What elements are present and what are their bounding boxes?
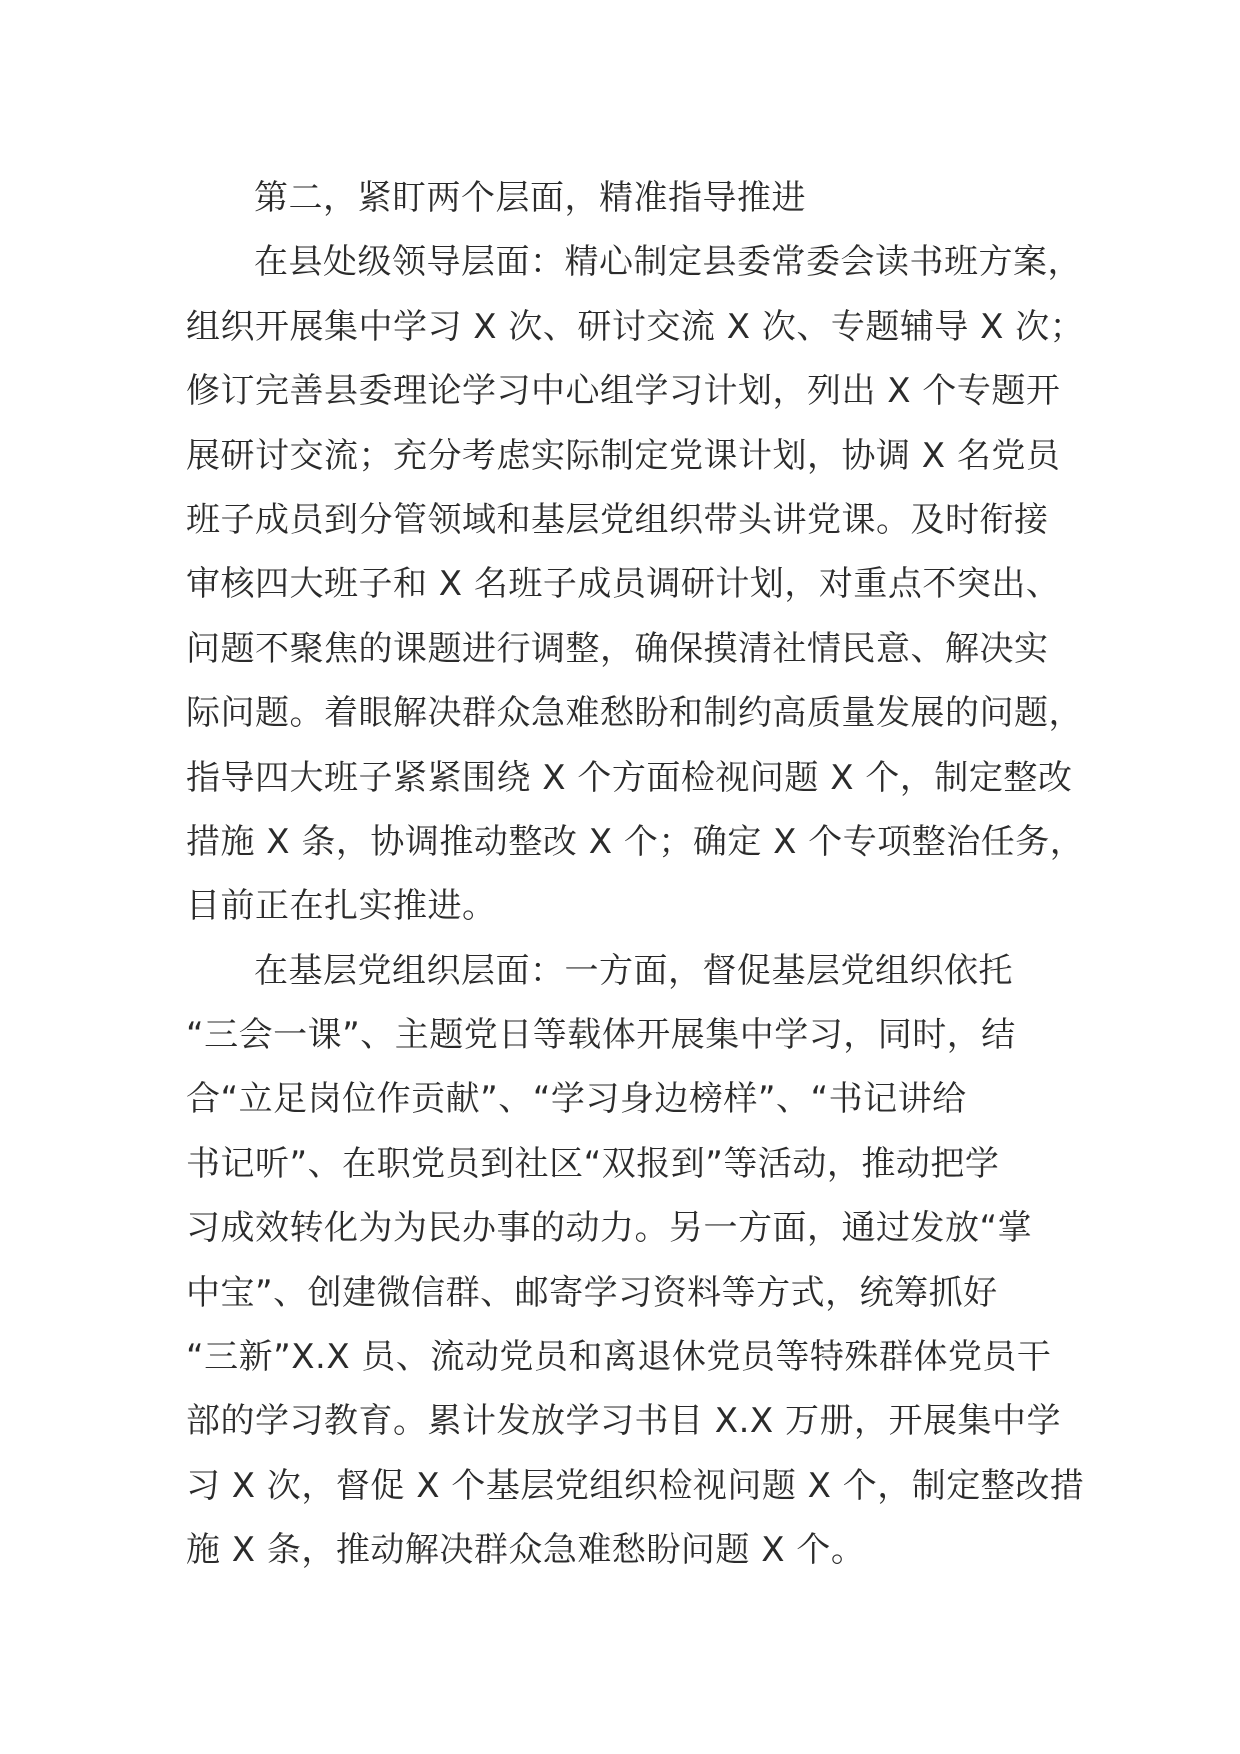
paragraph-line: 措施 X 条，协调推动整改 X 个；确定 X 个专项整治任务， — [186, 821, 1085, 862]
paragraph-line: 组织开展集中学习 X 次、研讨交流 X 次、专题辅导 X 次； — [186, 306, 1085, 347]
paragraph-line: 部的学习教育。累计发放学习书目 X.X 万册，开展集中学 — [186, 1401, 1062, 1442]
paragraph-line: 目前正在扎实推进。 — [186, 886, 497, 927]
paragraph-line: 展研讨交流；充分考虑实际制定党课计划，协调 X 名党员 — [186, 435, 1061, 476]
paragraph-line: 在基层党组织层面：一方面，督促基层党组织依托 — [254, 950, 1013, 991]
paragraph-line: 合“立足岗位作贡献”、“学习身边榜样”、“书记讲给 — [186, 1079, 967, 1120]
paragraph-line: 指导四大班子紧紧围绕 X 个方面检视问题 X 个，制定整改 — [186, 757, 1073, 798]
paragraph-line: 问题不聚焦的课题进行调整，确保摸清社情民意、解决实 — [186, 628, 1049, 669]
paragraph-line: 际问题。着眼解决群众急难愁盼和制约高质量发展的问题， — [186, 693, 1083, 734]
paragraph-line: 中宝”、创建微信群、邮寄学习资料等方式，统筹抓好 — [186, 1272, 998, 1313]
paragraph-line: 审核四大班子和 X 名班子成员调研计划，对重点不突出、 — [186, 564, 1061, 605]
paragraph-line: “三会一课”、主题党日等载体开展集中学习，同时，结 — [186, 1015, 1016, 1056]
paragraph-line: 修订完善县委理论学习中心组学习计划，列出 X 个专题开 — [186, 371, 1061, 412]
paragraph-line: 书记听”、在职党员到社区“双报到”等活动，推动把学 — [186, 1143, 1000, 1184]
paragraph-line: 习 X 次，督促 X 个基层党组织检视问题 X 个，制定整改措 — [186, 1465, 1085, 1506]
paragraph-line: 施 X 条，推动解决群众急难愁盼问题 X 个。 — [186, 1530, 866, 1571]
paragraph-line: 班子成员到分管领域和基层党组织带头讲党课。及时衔接 — [186, 499, 1049, 540]
paragraph-line: 在县处级领导层面：精心制定县委常委会读书班方案， — [254, 242, 1082, 283]
document-body — [186, 166, 1085, 1583]
paragraph-line: 习成效转化为为民办事的动力。另一方面，通过发放“掌 — [186, 1208, 1033, 1249]
paragraph-line: “三新”X.X 员、流动党员和离退休党员等特殊群体党员干 — [186, 1337, 1052, 1378]
section-heading: 第二，紧盯两个层面，精准指导推进 — [254, 178, 806, 218]
